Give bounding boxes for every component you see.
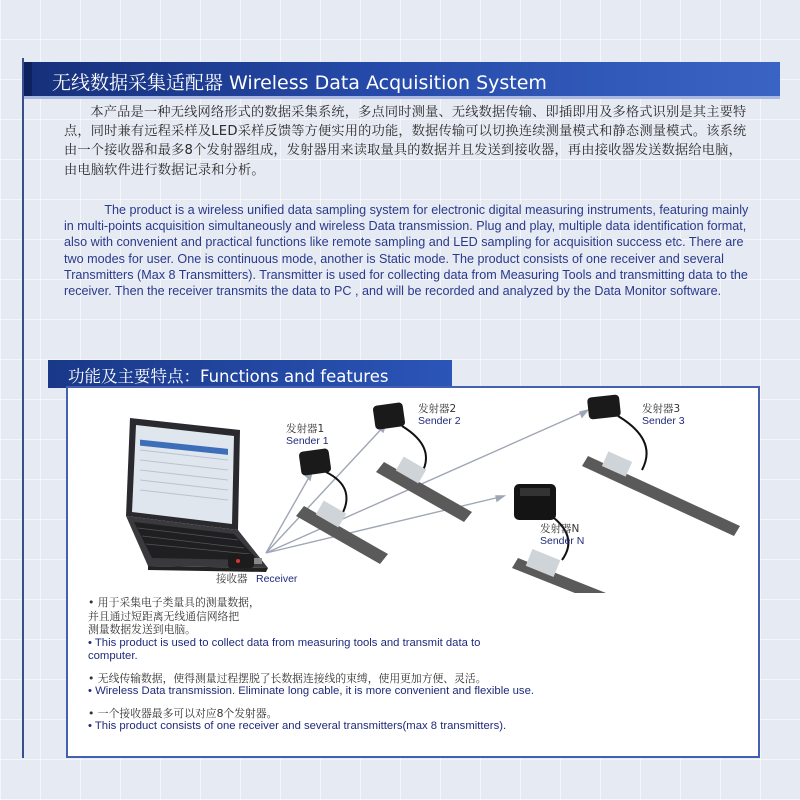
system-illustration <box>68 388 758 593</box>
feature-bullet-3 <box>88 707 738 734</box>
laptop-image <box>126 418 268 572</box>
sender-2-label-cn: 发射器2 <box>418 403 457 415</box>
features-heading-bar <box>48 360 452 388</box>
receiver-label-cn: 接收器 <box>216 573 248 585</box>
receiver-label-en: Receiver <box>256 573 298 585</box>
feature-bullets <box>88 596 738 742</box>
features-panel <box>66 386 760 758</box>
feature-bullet-2 <box>88 672 738 699</box>
title-accent <box>24 62 32 96</box>
bullet-1-cn-line-3: 测量数据发送到电脑。 <box>88 623 196 636</box>
bullet-1-cn-line-1: • 用于采集电子类量具的测量数据， <box>88 596 260 609</box>
sender-3-label-en: Sender 3 <box>642 415 685 427</box>
bullet-3-cn-line-1: • 一个接收器最多可以对应8个发射器。 <box>88 706 278 720</box>
bullet-1-en-line-2: computer. <box>88 650 138 662</box>
sender-2-label-en: Sender 2 <box>418 415 461 427</box>
bullet-2-en-line-1: • Wireless Data transmission. Eliminate long cable, it is more convenient and flexible use. <box>88 685 534 697</box>
feature-bullet-1 <box>88 596 738 664</box>
bullet-3-en-line-1: • This product consists of one receiver and several transmitters(max 8 transmitters). <box>88 720 507 732</box>
features-heading: 功能及主要特点：Functions and features <box>68 367 389 386</box>
intro-chinese-paragraph: 本产品是一种无线网络形式的数据采集系统，多点同时测量、无线数据传输、即插即用及多格式识别是其主要特点，同时兼有远程采样及LED采样反馈等方便实用的功能，数据传输可以切换连续测量模式和静态测量模式。该系统由一个接收器和最多8个发射器组成，发射器用来读取量具的数据并且发送到接收器，再由接收器发送数据给电脑，由电脑软件进行数据记录和分析。 <box>64 105 747 178</box>
title-bar <box>24 62 780 99</box>
sender-1-label-en: Sender 1 <box>286 435 329 447</box>
sender-3-label-cn: 发射器3 <box>642 403 681 415</box>
intro-english-paragraph: The product is a wireless unified data sampling system for electronic digital measuring instruments, featuring mainly in multi-points acquisition simultaneously and wireless Data transmission. Plug and play, multiple data identification format, also with convenient and practical functions like remote sampling and LED sampling for acquisition success etc. There are two modes for user. One is continuous mode, another is Static mode. The product consists of one receiver and several Transmitters (Max 8 Transmitters). Transmitter is used for collecting data from Measuring Tools and transmitting data to the receiver. Then the receiver transmits the data to PC , and will be recorded and analyzed by the Data Monitor software. <box>64 203 749 299</box>
page-title: 无线数据采集适配器 Wireless Data Acquisition System <box>52 72 547 94</box>
bullet-1-cn-line-2: 并且通过短距离无线通信网络把 <box>88 609 240 623</box>
bullet-2-cn-line-1: • 无线传输数据，使得测量过程摆脱了长数据连接线的束缚，使用更加方便、灵活。 <box>88 671 487 685</box>
sender-n-label-en: Sender N <box>540 535 585 547</box>
bullet-1-en-line-1: • This product is used to collect data from measuring tools and transmit data to <box>88 636 481 649</box>
sender-1-label-cn: 发射器1 <box>286 423 325 435</box>
sender-n-label-cn: 发射器N <box>540 523 580 535</box>
